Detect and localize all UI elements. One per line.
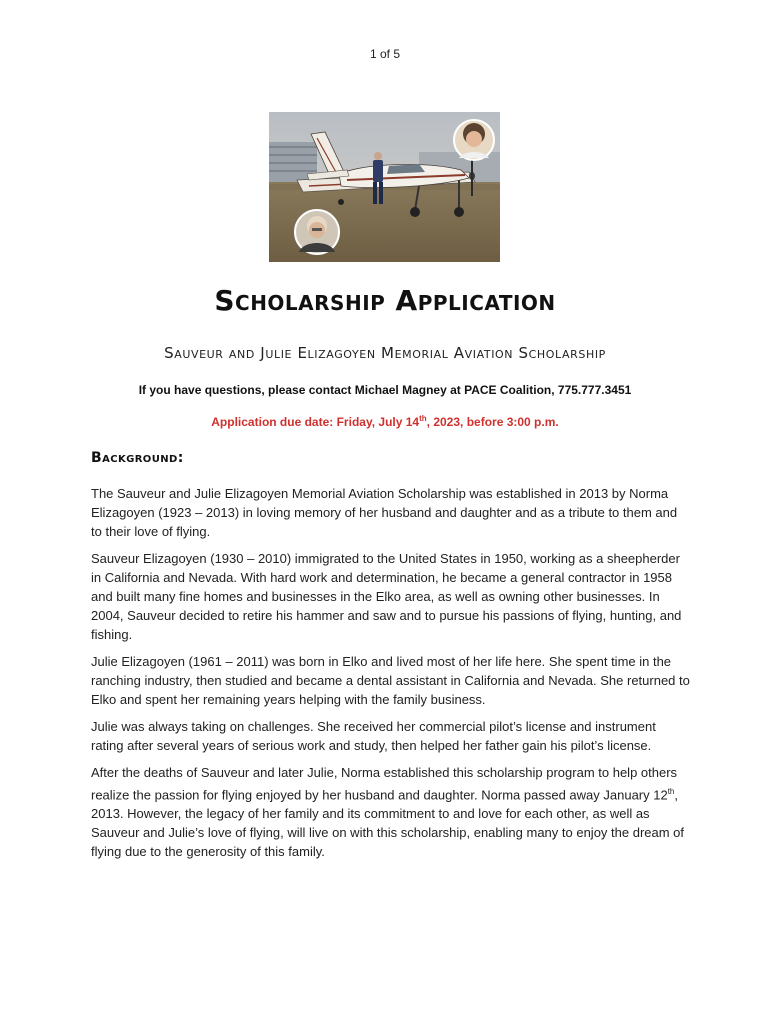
background-heading (91, 450, 184, 466)
last-paragraph-part2: , 2013. However, the legacy of her family and its commitment to and love for each other, as well as Sauveur and Julie’s love of flying, will live on with this scholarship, enabling many to enjoy the dream of flying due to the generosity of this family. (91, 787, 685, 860)
airplane-photo-icon (269, 112, 500, 262)
background-paragraph: Julie was always taking on challenges. She received her commercial pilot’s license and instrument rating after several years of serious work and study, then helped her father gain his pilot’s license. (91, 719, 656, 753)
header-photo (269, 112, 500, 262)
background-paragraph-last (91, 763, 691, 861)
due-date-rest: , 2023, before 3:00 p.m. (426, 415, 559, 429)
last-paragraph-sup: th (667, 787, 675, 796)
background-paragraph: Julie Elizagoyen (1961 – 2011) was born in Elko and lived most of her life here. She spent time in the ranching industry, then studied and became a dental assistant in California and Nevada. She returned to Elko and spent her remaining years helping with the family business. (91, 654, 690, 707)
scholarship-name: Sauveur and Julie Elizagoyen Memorial Aviation Scholarship (164, 344, 606, 362)
background-paragraph: The Sauveur and Julie Elizagoyen Memorial Aviation Scholarship was established in 2013 by Norma Elizagoyen (1923 – 2013) in loving memory of her husband and daughter and as a tribute to them and to their love of flying. (91, 486, 678, 539)
contact-line: If you have questions, please contact Michael Magney at PACE Coalition, 775.777.3451 (138, 383, 632, 397)
due-date (0, 414, 770, 429)
due-date-suffix: th (419, 414, 427, 423)
page-number: 1 of 5 (369, 47, 401, 61)
background-body (91, 484, 691, 869)
document-title: Scholarship Application (214, 284, 556, 317)
last-paragraph-part1: After the deaths of Sauveur and later Julie, Norma established this scholarship program to help others realize the passion for flying enjoyed by her husband and daughter. Norma passed away January 12 (91, 765, 678, 803)
background-paragraph: Sauveur Elizagoyen (1930 – 2010) immigrated to the United States in 1950, working as a sheepherder in California and Nevada. With hard work and determination, he became a general contractor in 1958 and built many fine homes and businesses in the Elko area, as well as owning other businesses. In 2004, Sauveur decided to retire his hammer and saw and to pursue his passions of flying, hunting, and fishing. (91, 551, 682, 642)
due-date-prefix: Application due date: Friday, July 14 (211, 415, 420, 429)
background-heading-colon: : (177, 450, 184, 466)
background-heading-text: Background (91, 450, 178, 466)
